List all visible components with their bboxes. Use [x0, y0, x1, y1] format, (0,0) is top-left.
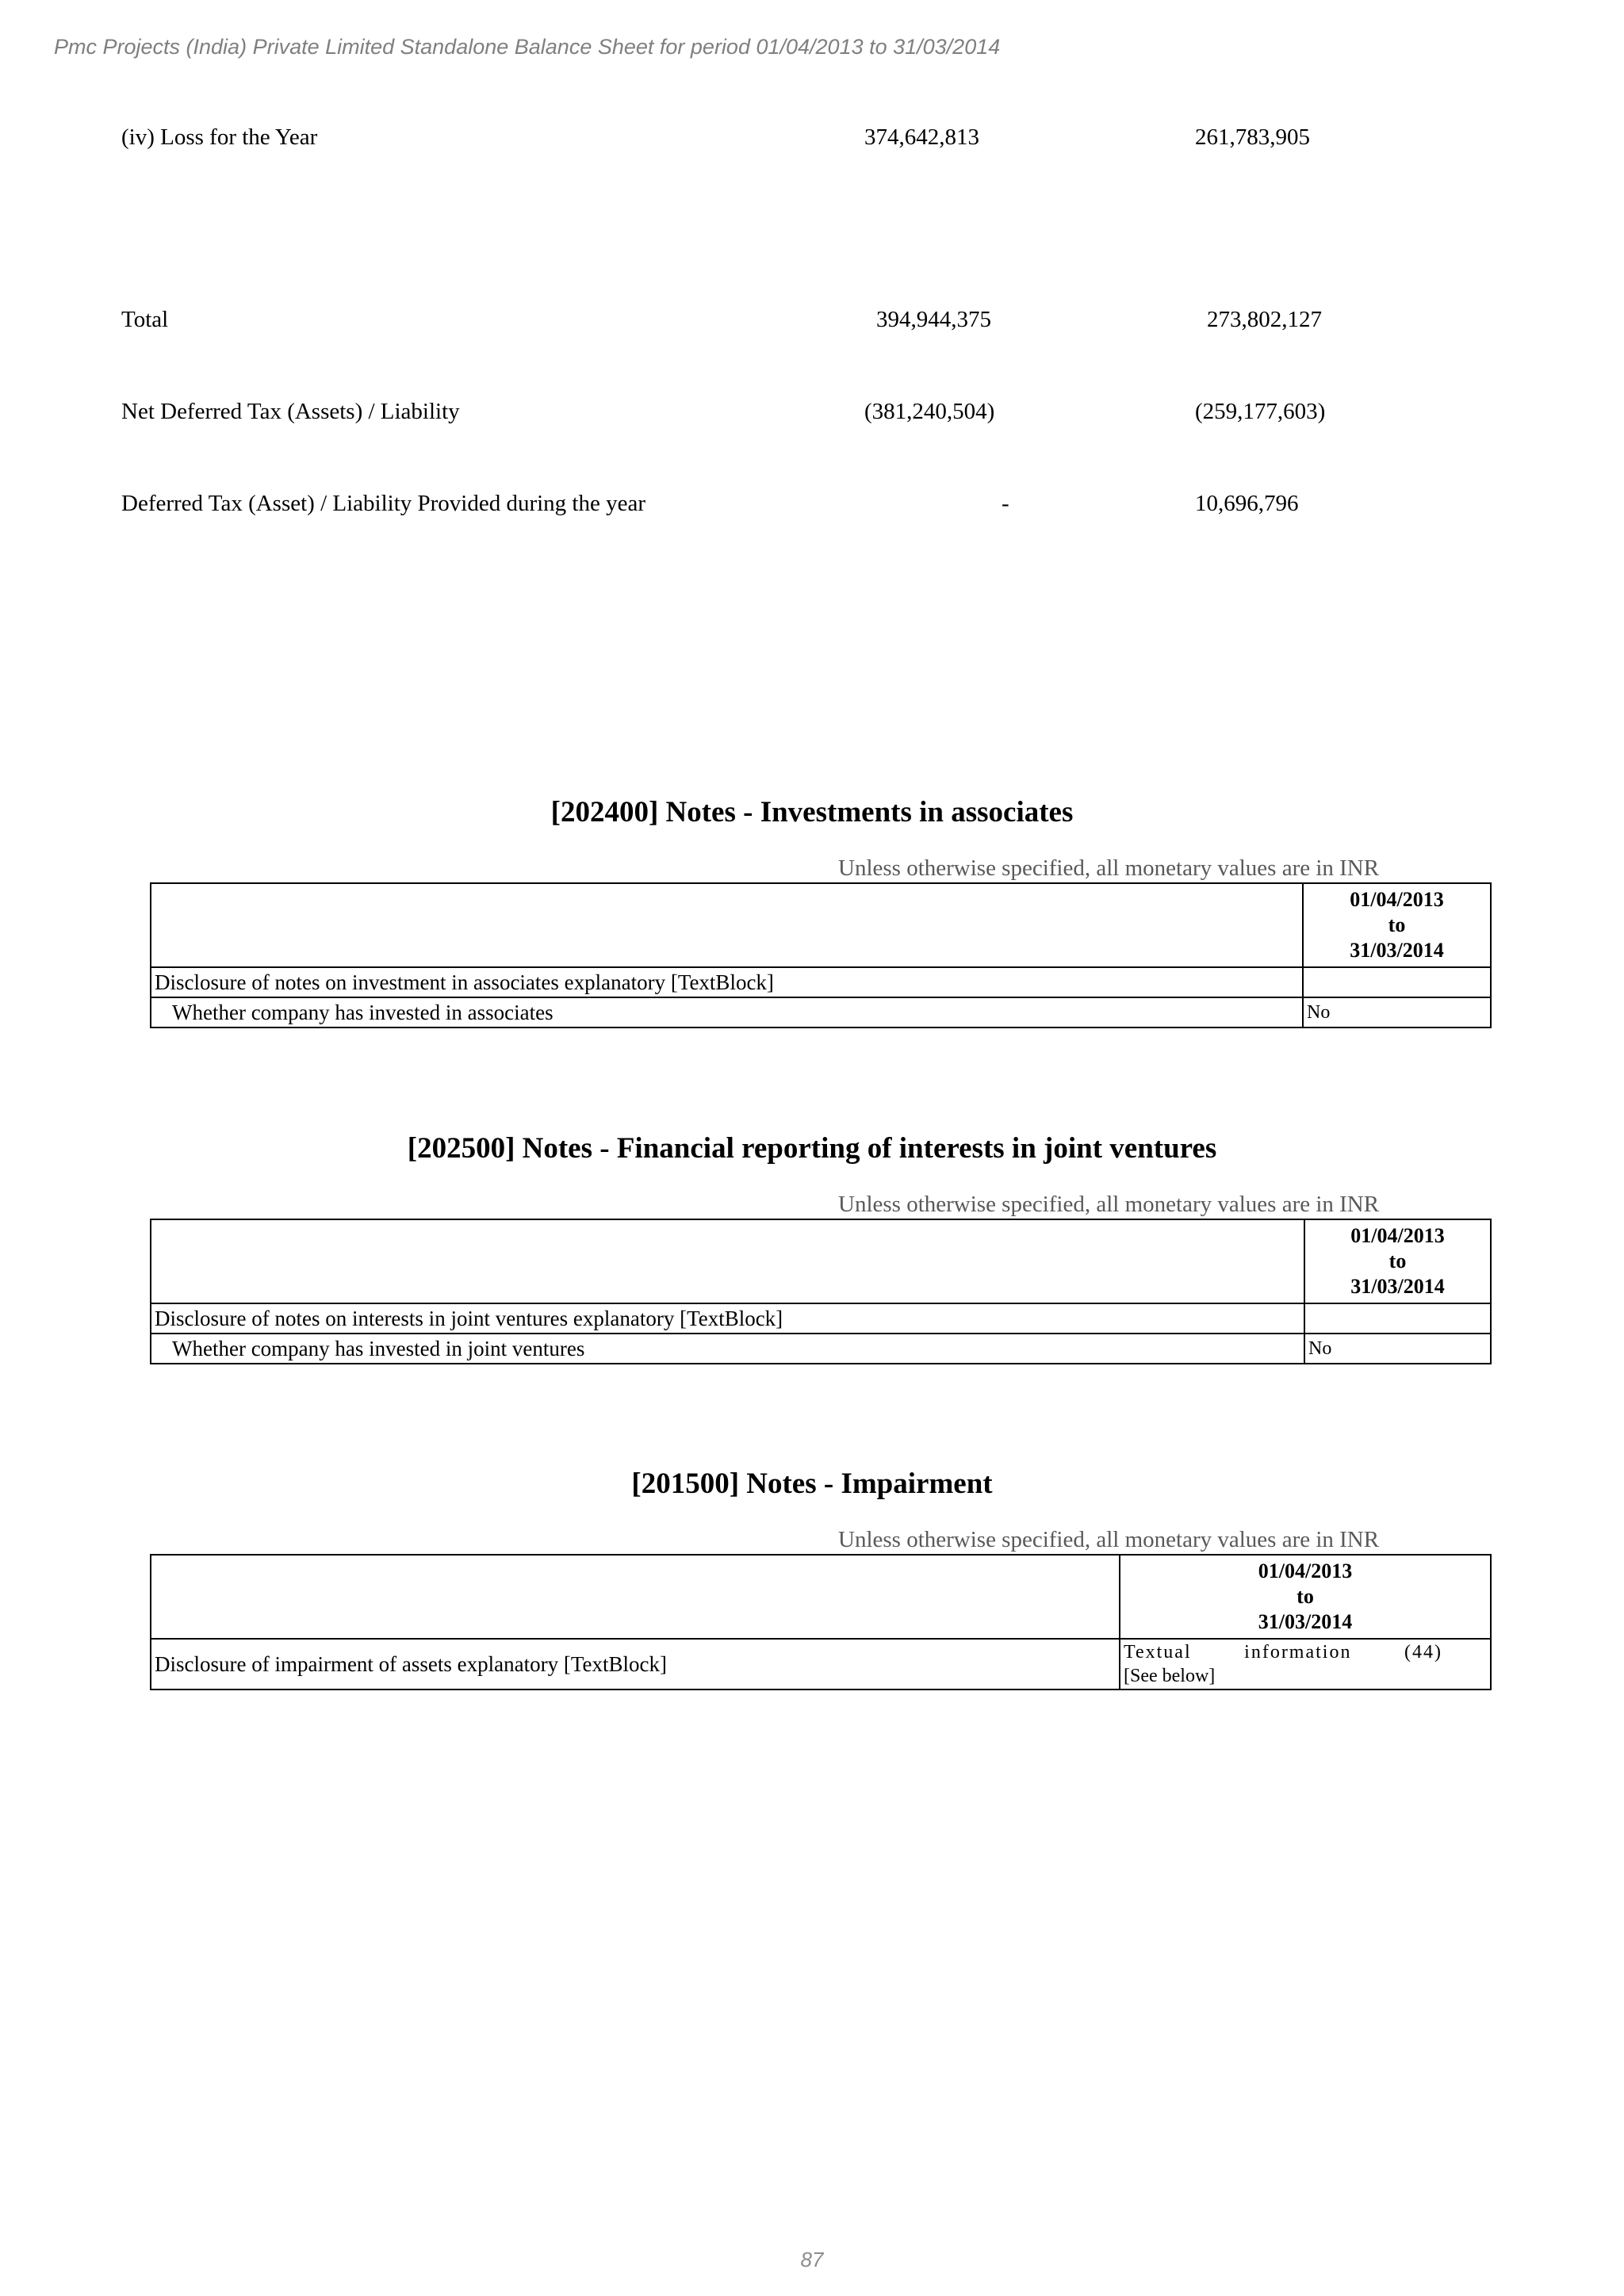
see-below-link[interactable]: [See below] [1124, 1666, 1216, 1686]
period-to-word: to [1388, 913, 1406, 936]
note-title-joint-ventures: [202500] Notes - Financial reporting of interests in joint ventures [407, 1132, 1217, 1165]
table-header-row [151, 883, 1491, 967]
period-to: 31/03/2014 [1350, 1275, 1445, 1298]
running-header: Pmc Projects (India) Private Limited Standalone Balance Sheet for period 01/04/2013 to 31/03/2014 [54, 35, 1001, 59]
unit-note: Unless otherwise specified, all monetary values are in INR [838, 1192, 1380, 1217]
note-title-impairment: [201500] Notes - Impairment [631, 1468, 993, 1500]
period-from: 01/04/2013 [1350, 1224, 1445, 1247]
header-blank-cell [151, 883, 1303, 967]
period-header [1304, 1219, 1491, 1303]
dt-previous-value: (259,177,603) [1195, 399, 1326, 424]
dt-previous-value: 261,783,905 [1195, 124, 1310, 150]
dt-row-loss [0, 124, 1624, 156]
dt-row-net-deferred [0, 399, 1624, 430]
period-from: 01/04/2013 [1258, 1559, 1353, 1582]
period-to: 31/03/2014 [1258, 1610, 1353, 1633]
dt-row-total [0, 307, 1624, 339]
row-value: No [1304, 1334, 1491, 1364]
header-blank-cell [151, 1219, 1304, 1303]
dt-label: Deferred Tax (Asset) / Liability Provided during the year [121, 491, 646, 516]
row-label: Disclosure of impairment of assets explanatory [TextBlock] [151, 1639, 1120, 1689]
table-row [151, 967, 1491, 997]
unit-note: Unless otherwise specified, all monetary values are in INR [838, 855, 1380, 881]
table-header-row [151, 1219, 1491, 1303]
period-to-word: to [1297, 1585, 1314, 1608]
row-value-textual [1120, 1639, 1491, 1689]
row-value: No [1303, 997, 1491, 1027]
dt-current-value: - [1002, 491, 1009, 516]
textual-word: Textual [1124, 1642, 1192, 1663]
dt-current-value: 374,642,813 [864, 124, 979, 150]
textual-word: (44) [1404, 1642, 1442, 1663]
period-to-word: to [1388, 1249, 1407, 1272]
dt-row-provided [0, 491, 1624, 522]
row-label: Disclosure of notes on interests in joint ventures explanatory [TextBlock] [151, 1303, 1304, 1334]
page-number: 87 [800, 2248, 824, 2271]
row-value [1303, 967, 1491, 997]
dt-label: Net Deferred Tax (Assets) / Liability [121, 399, 460, 424]
joint-ventures-table [150, 1219, 1492, 1364]
period-from: 01/04/2013 [1350, 888, 1444, 911]
period-header [1303, 883, 1491, 967]
associates-table [150, 882, 1492, 1028]
unit-note: Unless otherwise specified, all monetary values are in INR [838, 1527, 1380, 1552]
dt-label: (iv) Loss for the Year [121, 124, 318, 150]
period-header [1120, 1555, 1491, 1639]
row-label: Whether company has invested in associates [151, 997, 1303, 1027]
row-value [1304, 1303, 1491, 1334]
dt-current-value: 394,944,375 [876, 307, 991, 332]
table-header-row [151, 1555, 1491, 1639]
table-row [151, 1334, 1491, 1364]
row-label: Disclosure of notes on investment in associates explanatory [TextBlock] [151, 967, 1303, 997]
note-title-associates: [202400] Notes - Investments in associates [550, 796, 1074, 828]
table-row [151, 997, 1491, 1027]
impairment-table [150, 1554, 1492, 1690]
dt-label: Total [121, 307, 169, 332]
table-row [151, 1639, 1491, 1689]
textual-word: information [1244, 1642, 1352, 1663]
period-to: 31/03/2014 [1350, 939, 1444, 962]
dt-previous-value: 273,802,127 [1207, 307, 1322, 332]
row-label: Whether company has invested in joint ventures [151, 1334, 1304, 1364]
table-row [151, 1303, 1491, 1334]
header-blank-cell [151, 1555, 1120, 1639]
dt-previous-value: 10,696,796 [1195, 491, 1299, 516]
textual-info-line [1124, 1640, 1487, 1664]
dt-current-value: (381,240,504) [864, 399, 995, 424]
